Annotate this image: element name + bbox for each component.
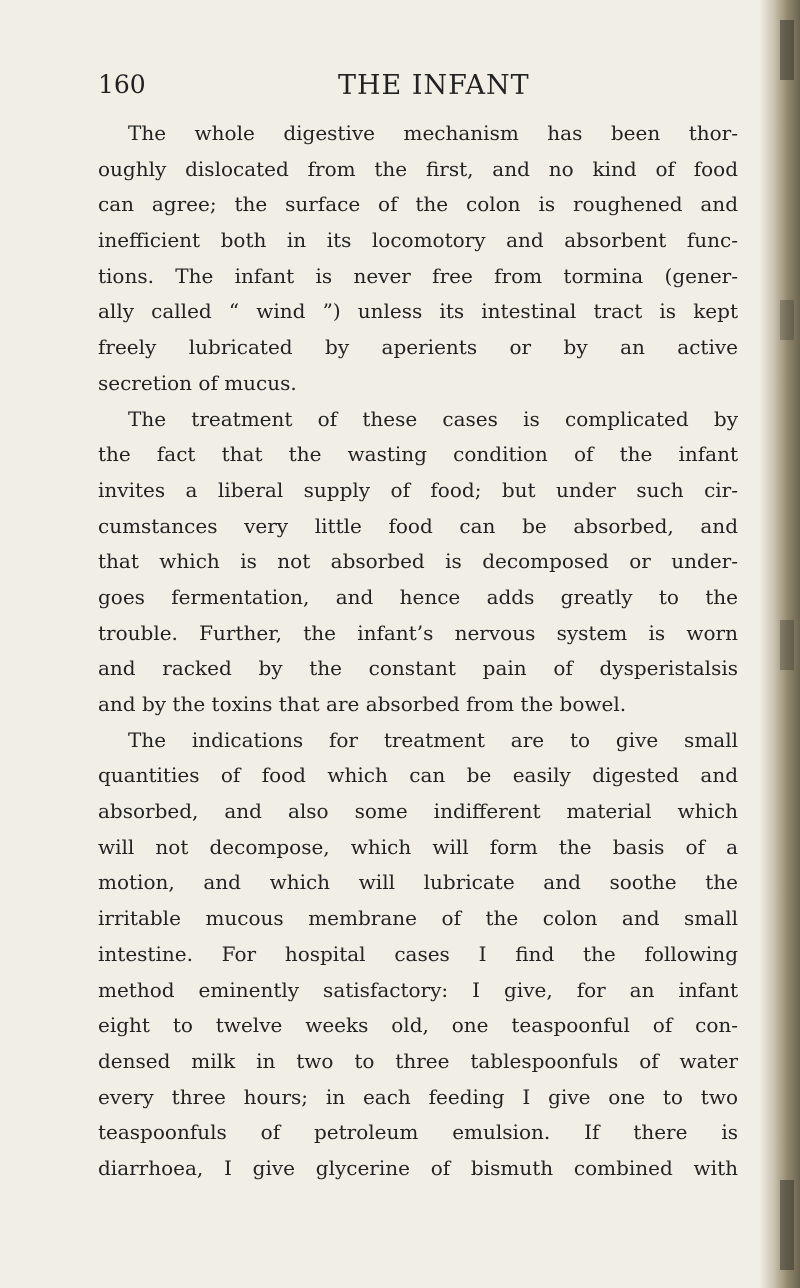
- text-line: freely lubricated by aperients or by an active: [98, 335, 738, 360]
- text-line: absorbed, and also some indifferent material which: [98, 799, 738, 824]
- text-line: invites a liberal supply of food; but under such cir-: [98, 477, 738, 502]
- text-line: irritable mucous membrane of the colon and small: [98, 906, 738, 931]
- edge-mark: [780, 1180, 794, 1270]
- text-line: The treatment of these cases is complicated by: [128, 406, 738, 431]
- text-line: every three hours; in each feeding I give one to two: [98, 1084, 738, 1109]
- text-line: and by the toxins that are absorbed from the bowel.: [98, 692, 627, 716]
- text-line: inefficient both in its locomotory and absorbent func-: [98, 228, 738, 253]
- text-line: secretion of mucus.: [98, 370, 297, 395]
- page-number: 160: [98, 70, 146, 99]
- running-head: [98, 70, 738, 110]
- text-line: teaspoonfuls of petroleum emulsion. If there is: [98, 1120, 738, 1145]
- text-line: that which is not absorbed is decomposed or under-: [98, 549, 738, 574]
- text-line: eight to twelve weeks old, one teaspoonful of con-: [98, 1013, 738, 1038]
- edge-mark: [780, 620, 794, 670]
- text-line: intestine. For hospital cases I find the following: [98, 941, 738, 966]
- edge-mark: [780, 20, 794, 80]
- page-edge-shadow: [760, 0, 800, 1288]
- text-line: diarrhoea, I give glycerine of bismuth combined with: [98, 1155, 738, 1180]
- text-line: method eminently satisfactory: I give, for an infant: [98, 977, 738, 1002]
- text-line: oughly dislocated from the first, and no kind of food: [98, 156, 738, 181]
- text-line: densed milk in two to three tablespoonfuls of water: [98, 1048, 738, 1073]
- text-line: trouble. Further, the infant’s nervous system is worn: [98, 620, 738, 645]
- text-line: can agree; the surface of the colon is roughened and: [98, 192, 738, 217]
- text-line: motion, and which will lubricate and soothe the: [98, 870, 738, 895]
- text-line: The whole digestive mechanism has been thor-: [128, 121, 738, 145]
- text-line: cumstances very little food can be absorbed, and: [98, 513, 738, 538]
- text-line: will not decompose, which will form the basis of a: [98, 834, 738, 859]
- text-line: and racked by the constant pain of dysperistalsis: [98, 656, 738, 681]
- body-text: [98, 116, 738, 1187]
- edge-mark: [780, 300, 794, 340]
- text-line: tions. The infant is never free from tormina (gener-: [98, 263, 738, 288]
- running-title: THE INFANT: [338, 70, 530, 101]
- text-line: quantities of food which can be easily digested and: [98, 763, 738, 788]
- text-line: goes fermentation, and hence adds greatly to the: [98, 584, 738, 609]
- text-line: the fact that the wasting condition of the infant: [98, 442, 738, 467]
- text-line: The indications for treatment are to give small: [128, 727, 738, 752]
- text-line: ally called “ wind ”) unless its intestinal tract is kept: [98, 299, 738, 324]
